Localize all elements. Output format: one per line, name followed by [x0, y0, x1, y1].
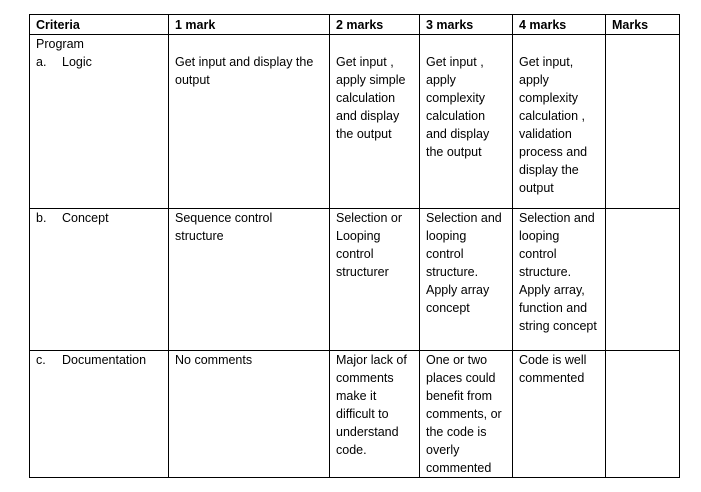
cell-1-mark: Sequence control structure: [169, 208, 330, 350]
criterion-number: a.: [36, 55, 47, 69]
section-label: Program: [30, 35, 169, 54]
criterion-number: c.: [36, 352, 46, 367]
cell-marks[interactable]: [606, 350, 680, 477]
header-1-mark: 1 mark: [169, 15, 330, 35]
header-criteria: Criteria: [30, 15, 169, 35]
cell-marks[interactable]: [606, 208, 680, 350]
table-row-logic: [30, 53, 680, 208]
criterion-label: Logic: [62, 55, 92, 69]
cell-2-marks: Get input , apply simple calculation and display the output: [330, 53, 420, 208]
criterion-cell: [30, 208, 169, 350]
cell-4-marks: Selection and looping control structure. Apply array, function and string concept: [513, 208, 606, 350]
section-row: [30, 35, 680, 54]
criterion-label: Concept: [62, 210, 109, 225]
cell-2-marks: Major lack of comments make it difficult to understand code.: [330, 350, 420, 477]
criterion-number: b.: [36, 210, 47, 225]
cell-4-marks: Get input, apply complexity calculation , validation process and display the output: [513, 53, 606, 208]
cell-4-marks: Code is well commented: [513, 350, 606, 477]
header-2-marks: 2 marks: [330, 15, 420, 35]
table-row-concept: [30, 208, 680, 350]
header-3-marks: 3 marks: [420, 15, 513, 35]
criterion-label: Documentation: [62, 352, 147, 367]
cell-3-marks: One or two places could benefit from comments, or the code is overly commented: [420, 350, 513, 477]
cell-2-marks: Selection or Looping control structurer: [330, 208, 420, 350]
cell-1-mark: No comments: [169, 350, 330, 477]
cell-marks[interactable]: [606, 53, 680, 208]
criterion-cell: [30, 350, 169, 477]
cell-1-mark: Get input and display the output: [169, 53, 330, 208]
header-marks: Marks: [606, 15, 680, 35]
cell-3-marks: Get input , apply complexity calculation and display the output: [420, 53, 513, 208]
cell-3-marks: Selection and looping control structure. Apply array concept: [420, 208, 513, 350]
rubric-table: [29, 14, 680, 478]
header-4-marks: 4 marks: [513, 15, 606, 35]
table-row-documentation: [30, 350, 680, 477]
header-row: [30, 15, 680, 35]
criterion-cell: [30, 53, 169, 208]
